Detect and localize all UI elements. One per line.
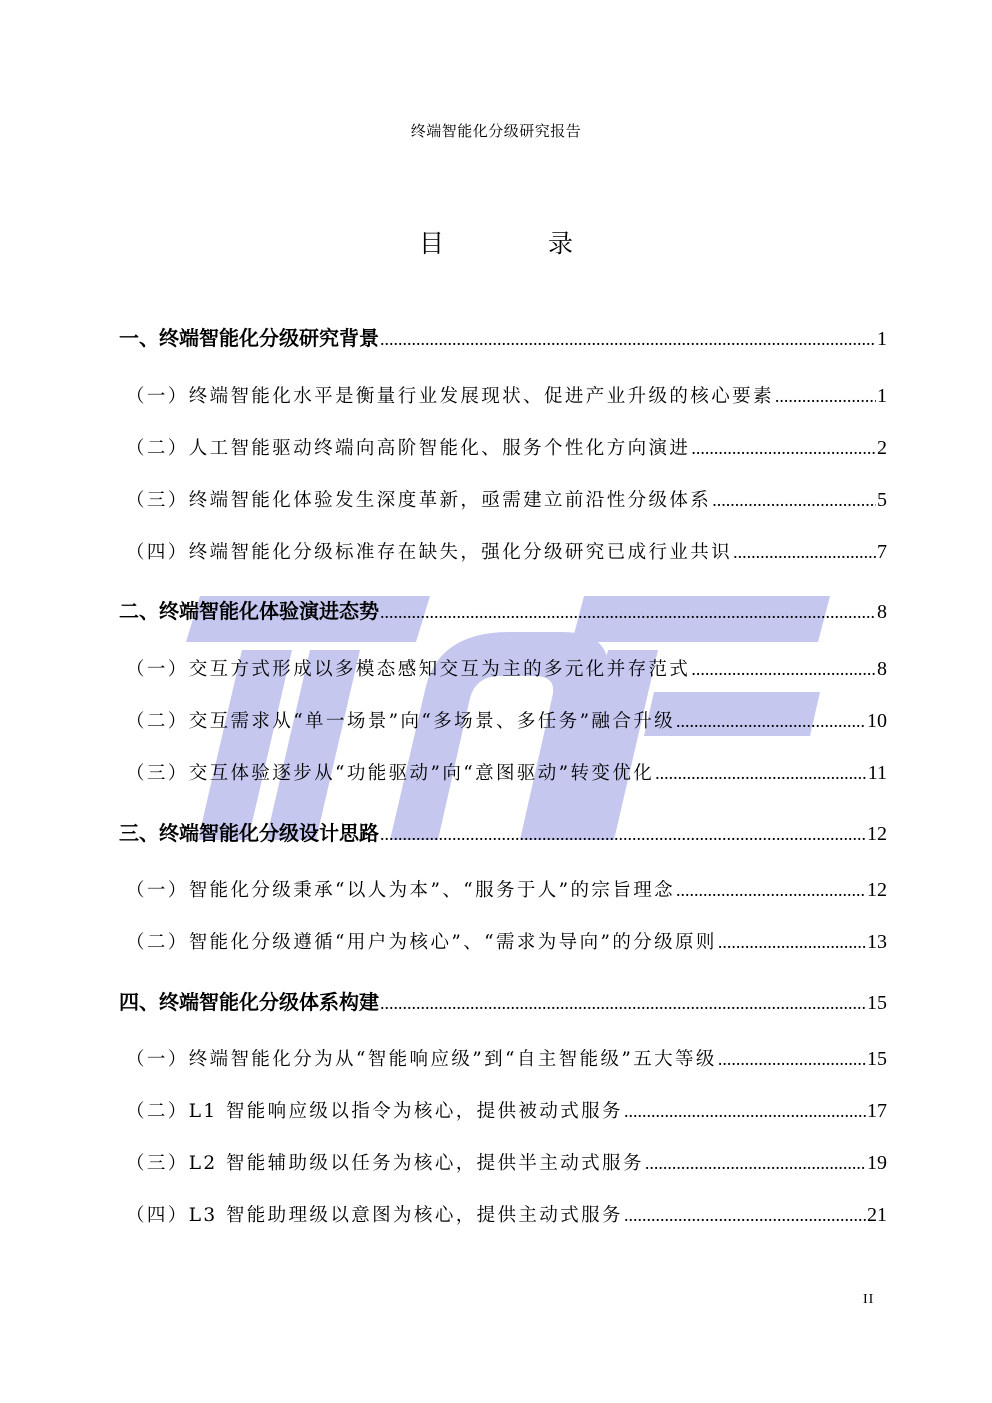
toc-entry-text: （四）终端智能化分级标准存在缺失，强化分级研究已成行业共识 — [126, 542, 733, 563]
toc-dot-leader — [676, 711, 866, 732]
toc-subsection-4-4[interactable] — [126, 1201, 887, 1235]
toc-dot-leader — [775, 386, 876, 407]
toc-page-number: 8 — [877, 658, 887, 680]
toc-page-number: 10 — [867, 710, 887, 732]
toc-entry-text: （三）终端智能化体验发生深度革新，亟需建立前沿性分级体系 — [126, 490, 712, 511]
toc-dot-leader — [718, 932, 866, 953]
toc-page-number: 13 — [867, 931, 887, 953]
toc-entry-text: 一、终端智能化分级研究背景 — [119, 326, 379, 350]
toc-entry-text: （三）L2 智能辅助级以任务为核心，提供半主动式服务 — [126, 1153, 644, 1174]
toc-subsection-4-3[interactable] — [126, 1149, 887, 1183]
toc-page-number: 12 — [867, 879, 887, 901]
toc-dot-leader — [676, 880, 866, 901]
toc-page-number: 15 — [867, 992, 887, 1014]
toc-dot-leader — [712, 490, 876, 511]
toc-entry-text: （二）人工智能驱动终端向高阶智能化、服务个性化方向演进 — [126, 438, 691, 459]
toc-dot-leader — [655, 763, 867, 784]
toc-dot-leader — [380, 993, 866, 1014]
toc-entry-text: （一）终端智能化分为从“智能响应级”到“自主智能级”五大等级 — [126, 1049, 717, 1070]
toc-page-number: 1 — [877, 385, 887, 407]
toc-subsection-1-3[interactable] — [126, 486, 887, 520]
toc-page-number: 11 — [867, 762, 887, 784]
toc-subsection-2-1[interactable] — [126, 655, 887, 689]
toc-subsection-3-2[interactable] — [126, 928, 887, 962]
toc-subsection-3-1[interactable] — [126, 876, 887, 910]
toc-section-2[interactable] — [119, 595, 887, 629]
toc-dot-leader — [691, 659, 876, 680]
toc-page-number: 1 — [877, 328, 887, 350]
toc-dot-leader — [624, 1205, 866, 1226]
toc-entry-text: （二）智能化分级遵循“用户为核心”、“需求为导向”的分级原则 — [126, 932, 717, 953]
toc-subsection-1-2[interactable] — [126, 434, 887, 468]
toc-entry-text: （三）交互体验逐步从“功能驱动”向“意图驱动”转变优化 — [126, 763, 655, 784]
toc-section-4[interactable] — [119, 986, 887, 1020]
toc-subsection-4-2[interactable] — [126, 1097, 887, 1131]
toc-page-number: 17 — [867, 1100, 887, 1122]
toc-subsection-2-3[interactable] — [126, 759, 887, 793]
toc-subsection-1-1[interactable] — [126, 382, 887, 416]
toc-page-number: 21 — [867, 1204, 887, 1226]
toc-dot-leader — [645, 1153, 866, 1174]
toc-dot-leader — [380, 602, 876, 623]
toc-page-number: 7 — [877, 541, 887, 563]
toc-dot-leader — [733, 542, 876, 563]
toc-entry-text: （一）终端智能化水平是衡量行业发展现状、促进产业升级的核心要素 — [126, 386, 774, 407]
toc-entry-text: （二）交互需求从“单一场景”向“多场景、多任务”融合升级 — [126, 711, 676, 732]
toc-page-number: 12 — [867, 823, 887, 845]
toc-section-3[interactable] — [119, 817, 887, 851]
toc-dot-leader — [691, 438, 876, 459]
toc-title: 目 录 — [419, 229, 621, 258]
toc-dot-leader — [380, 824, 866, 845]
toc-entry-text: （一）交互方式形成以多模态感知交互为主的多元化并存范式 — [126, 659, 691, 680]
toc-dot-leader — [380, 329, 876, 350]
toc-page-number: 15 — [867, 1048, 887, 1070]
toc-page-number: 2 — [877, 437, 887, 459]
toc-page-number: 19 — [867, 1152, 887, 1174]
toc-subsection-4-1[interactable] — [126, 1045, 887, 1079]
toc-page-number: 8 — [877, 601, 887, 623]
toc-entry-text: （一）智能化分级秉承“以人为本”、“服务于人”的宗旨理念 — [126, 880, 676, 901]
toc-subsection-2-2[interactable] — [126, 707, 887, 741]
toc-section-1[interactable] — [119, 322, 887, 356]
toc-page-number: 5 — [877, 489, 887, 511]
toc-subsection-1-4[interactable] — [126, 538, 887, 572]
toc-dot-leader — [624, 1101, 866, 1122]
toc-entry-text: 二、终端智能化体验演进态势 — [119, 599, 379, 623]
toc-entry-text: （二）L1 智能响应级以指令为核心，提供被动式服务 — [126, 1101, 623, 1122]
toc-entry-text: 三、终端智能化分级设计思路 — [119, 821, 379, 845]
toc-entry-text: 四、终端智能化分级体系构建 — [119, 990, 379, 1014]
toc-dot-leader — [718, 1049, 866, 1070]
toc-entry-text: （四）L3 智能助理级以意图为核心，提供主动式服务 — [126, 1205, 623, 1226]
running-header-title: 终端智能化分级研究报告 — [410, 122, 582, 140]
page-number: II — [863, 1292, 875, 1307]
